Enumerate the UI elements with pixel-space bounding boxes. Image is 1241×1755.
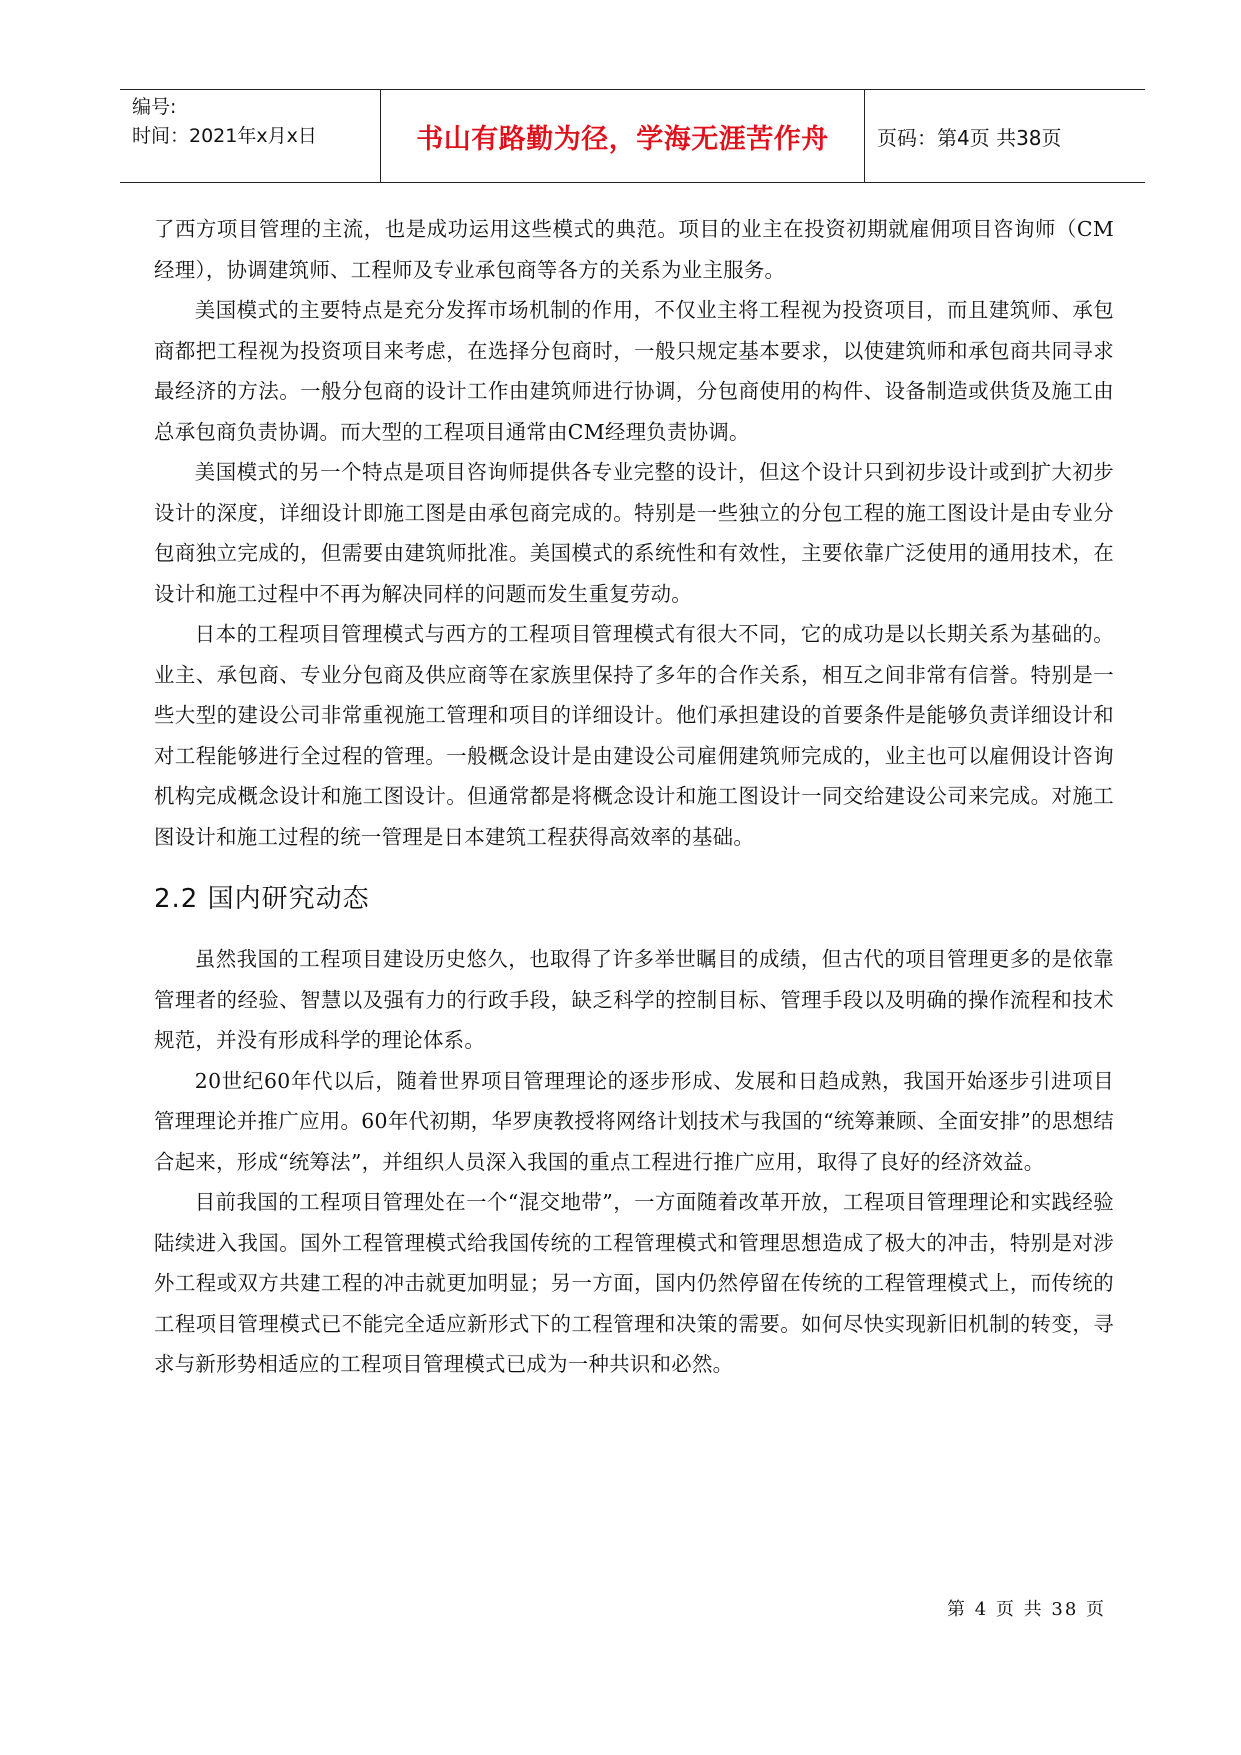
- document-number-label: 编号:: [132, 96, 177, 118]
- header-page-number: 页码：第4页 共38页: [877, 125, 1062, 150]
- paragraph: 了西方项目管理的主流，也是成功运用这些模式的典范。项目的业主在投资初期就雇佣项目咨询师（CM经理），协调建筑师、工程师及专业承包商等各方的关系为业主服务。: [154, 217, 1114, 282]
- page-footer: 第 4 页 共 38 页: [947, 1599, 1106, 1620]
- document-body: [154, 209, 1114, 1385]
- document-time-label: 时间：2021年x月x日: [132, 125, 317, 147]
- header-meta: [120, 90, 381, 182]
- paragraph: 20世纪60年代以后，随着世界项目管理理论的逐步形成、发展和日趋成熟，我国开始逐步引进项目管理理论并推广应用。60年代初期，华罗庚教授将网络计划技术与我国的“统筹兼顾、全面安排”的思想结合起来，形成“统筹法”，并组织人员深入我国的重点工程进行推广应用，取得了良好的经济效益。: [154, 1068, 1114, 1174]
- section-heading: 2.2 国内研究动态: [154, 884, 370, 914]
- paragraph: 虽然我国的工程项目建设历史悠久，也取得了许多举世瞩目的成绩，但古代的项目管理更多的是依靠管理者的经验、智慧以及强有力的行政手段，缺乏科学的控制目标、管理手段以及明确的操作流程和技术规范，并没有形成科学的理论体系。: [154, 947, 1114, 1052]
- page-header: [120, 89, 1145, 183]
- paragraph: 美国模式的另一个特点是项目咨询师提供各专业完整的设计，但这个设计只到初步设计或到扩大初步设计的深度，详细设计即施工图是由承包商完成的。特别是一些独立的分包工程的施工图设计是由专业分包商独立完成的，但需要由建筑师批准。美国模式的系统性和有效性，主要依靠广泛使用的通用技术，在设计和施工过程中不再为解决同样的问题而发生重复劳动。: [154, 460, 1114, 606]
- header-motto: 书山有路勤为径，学海无涯苦作舟: [381, 90, 865, 182]
- paragraph: 目前我国的工程项目管理处在一个“混交地带”，一方面随着改革开放，工程项目管理理论和实践经验陆续进入我国。国外工程管理模式给我国传统的工程管理模式和管理思想造成了极大的冲击，特别是对涉外工程或双方共建工程的冲击就更加明显；另一方面，国内仍然停留在传统的工程管理模式上，而传统的工程项目管理模式已不能完全适应新形式下的工程管理和决策的需要。如何尽快实现新旧机制的转变，寻求与新形势相适应的工程项目管理模式已成为一种共识和必然。: [154, 1190, 1114, 1376]
- paragraph: 美国模式的主要特点是充分发挥市场机制的作用，不仅业主将工程视为投资项目，而且建筑师、承包商都把工程视为投资项目来考虑，在选择分包商时，一般只规定基本要求，以使建筑师和承包商共同寻求最经济的方法。一般分包商的设计工作由建筑师进行协调，分包商使用的构件、设备制造或供货及施工由总承包商负责协调。而大型的工程项目通常由CM经理负责协调。: [154, 298, 1114, 444]
- paragraph: 日本的工程项目管理模式与西方的工程项目管理模式有很大不同，它的成功是以长期关系为基础的。业主、承包商、专业分包商及供应商等在家族里保持了多年的合作关系，相互之间非常有信誉。特别是一些大型的建设公司非常重视施工管理和项目的详细设计。他们承担建设的首要条件是能够负责详细设计和对工程能够进行全过程的管理。一般概念设计是由建设公司雇佣建筑师完成的，业主也可以雇佣设计咨询机构完成概念设计和施工图设计。但通常都是将概念设计和施工图设计一同交给建设公司来完成。对施工图设计和施工过程的统一管理是日本建筑工程获得高效率的基础。: [154, 622, 1114, 849]
